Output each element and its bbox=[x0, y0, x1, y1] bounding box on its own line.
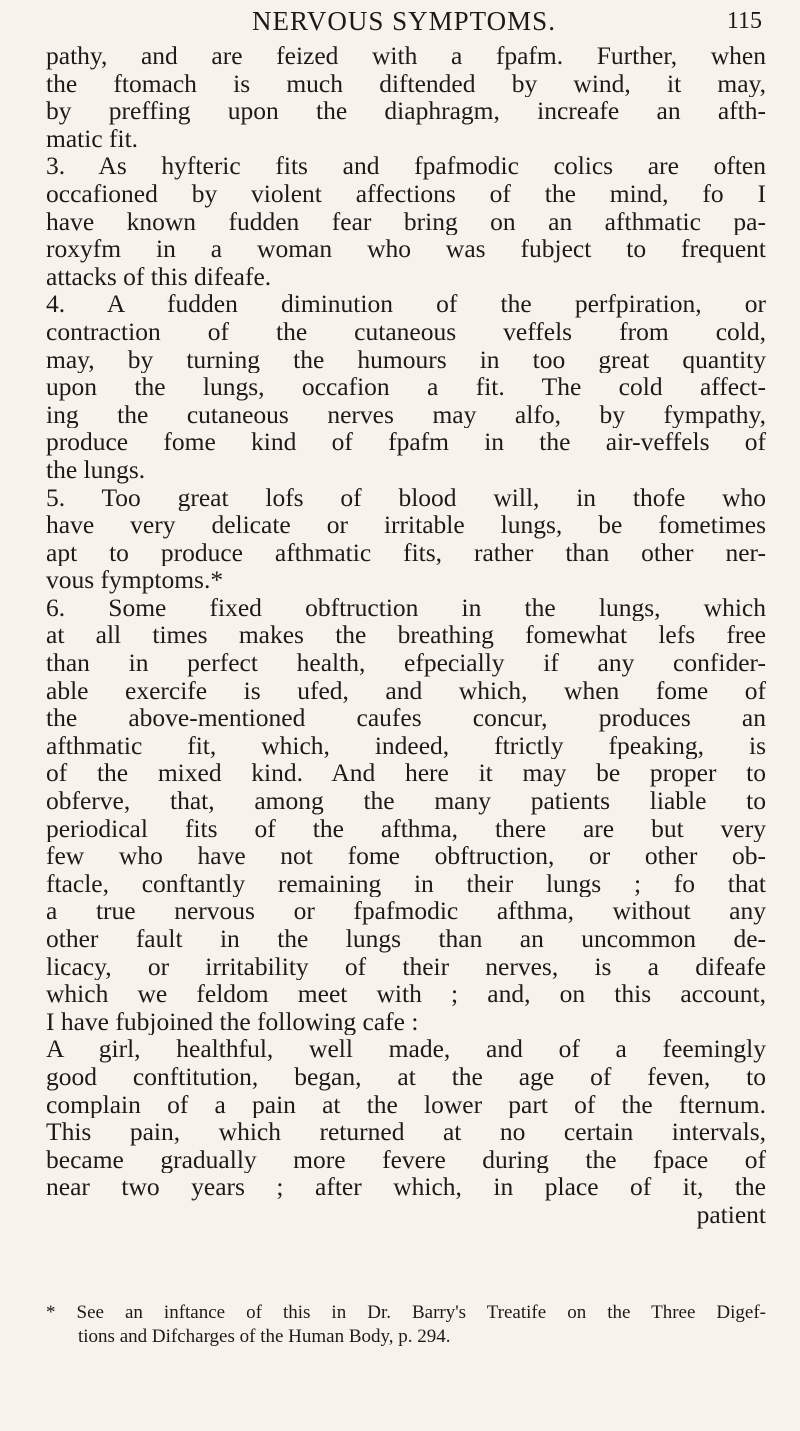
text-line: good conftitution, began, at the age of feven, to bbox=[46, 1062, 766, 1091]
text-line: other fault in the lungs than an uncommon de- bbox=[46, 925, 766, 953]
text-line: matic fit. bbox=[46, 124, 139, 153]
text-line: may, by turning the humours in too great quantity bbox=[46, 345, 766, 374]
text-line: produce fome kind of fpafm in the air-veffels of bbox=[46, 428, 766, 456]
text-line: became gradually more fevere during the fpace of bbox=[46, 1145, 766, 1174]
text-line: 3. As hyfteric fits and fpafmodic colics are often bbox=[46, 152, 766, 180]
text-line: 5. Too great lofs of blood will, in thofe who bbox=[46, 483, 766, 512]
text-line: have very delicate or irritable lungs, be fometimes bbox=[46, 511, 766, 539]
text-line: I have fubjoined the following cafe : bbox=[46, 1007, 419, 1036]
text-line: patient bbox=[696, 1200, 766, 1229]
text-line: the above-mentioned caufes concur, produces an bbox=[46, 704, 766, 732]
text-line: at all times makes the breathing fomewhat lefs free bbox=[46, 621, 766, 650]
text-line: licacy, or irritability of their nerves, is a difeafe bbox=[46, 952, 766, 981]
page-header bbox=[46, 4, 762, 40]
text-line: the ftomach is much diftended by wind, it may, bbox=[46, 69, 766, 98]
text-line: obferve, that, among the many patients liable to bbox=[46, 787, 766, 815]
text-line: apt to produce afthmatic fits, rather than other ner- bbox=[46, 538, 766, 567]
text-line: ing the cutaneous nerves may alfo, by fympathy, bbox=[46, 400, 766, 429]
text-line: A girl, healthful, well made, and of a feemingly bbox=[46, 1035, 766, 1063]
text-line: upon the lungs, occafion a fit. The cold affect- bbox=[46, 373, 766, 401]
footnote bbox=[46, 1301, 766, 1349]
text-line: complain of a pain at the lower part of the fternum. bbox=[46, 1090, 766, 1119]
text-line: ftacle, conftantly remaining in their lungs ; fo that bbox=[46, 869, 766, 898]
text-line: of the mixed kind. And here it may be proper to bbox=[46, 759, 766, 788]
text-line: which we feldom meet with ; and, on this account, bbox=[46, 980, 766, 1008]
footnote-line: tions and Difcharges of the Human Body, p. 294. bbox=[78, 1326, 451, 1347]
text-line: roxyfm in a woman who was fubject to frequent bbox=[46, 235, 766, 263]
text-line: occafioned by violent affections of the mind, fo I bbox=[46, 179, 766, 208]
text-line: by preffing upon the diaphragm, increafe an afth- bbox=[46, 97, 766, 125]
text-line: have known fudden fear bring on an afthmatic pa- bbox=[46, 207, 766, 236]
text-line: periodical fits of the afthma, there are but very bbox=[46, 814, 766, 843]
text-line: afthmatic fit, which, indeed, ftrictly fpeaking, is bbox=[46, 731, 766, 760]
text-line: This pain, which returned at no certain intervals, bbox=[46, 1118, 766, 1146]
text-line: few who have not fome obftruction, or other ob- bbox=[46, 842, 766, 870]
text-line: than in perfect health, efpecially if any confider- bbox=[46, 649, 766, 677]
text-line: 6. Some fixed obftruction in the lungs, which bbox=[46, 593, 766, 622]
text-line: able exercife is ufed, and which, when fome of bbox=[46, 676, 766, 705]
text-line: the lungs. bbox=[46, 455, 146, 484]
page-number: 115 bbox=[726, 8, 762, 34]
text-line: pathy, and are feized with a fpafm. Further, when bbox=[46, 42, 766, 70]
text-line: 4. A fudden diminution of the perfpiration, or bbox=[46, 290, 766, 318]
text-line: near two years ; after which, in place of it, the bbox=[46, 1173, 766, 1201]
footnote-line: * See an inftance of this in Dr. Barry's Treatife on the Three Digef- bbox=[46, 1302, 766, 1323]
text-line: attacks of this difeafe. bbox=[46, 262, 272, 291]
body-text bbox=[46, 42, 766, 1229]
text-line: a true nervous or fpafmodic afthma, without any bbox=[46, 897, 766, 925]
text-line: vous fymptoms.* bbox=[46, 566, 224, 594]
text-line: contraction of the cutaneous veffels from cold, bbox=[46, 317, 766, 346]
running-title: NERVOUS SYMPTOMS. bbox=[252, 6, 556, 36]
